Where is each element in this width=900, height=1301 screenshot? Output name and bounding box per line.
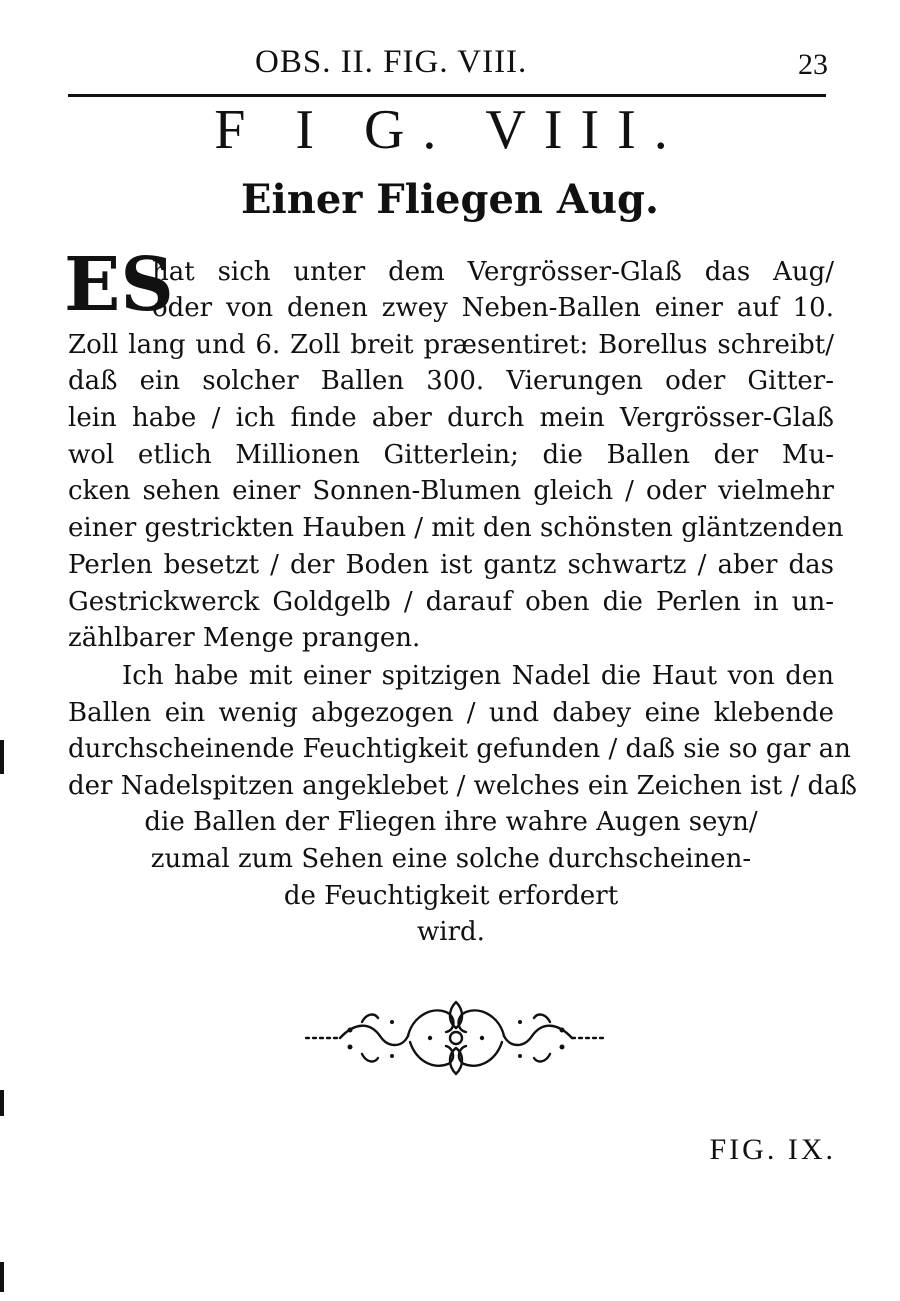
text-line: wird. bbox=[417, 917, 485, 947]
next-figure-label: FIG. IX. bbox=[709, 1133, 836, 1166]
text-line: daß ein solcher Ballen 300. Vierungen oder Gitter- bbox=[68, 366, 834, 396]
text-line: Zoll lang und 6. Zoll breit præsentiret: Borellus schreibt/ bbox=[68, 330, 834, 360]
figure-title: F I G. VIII. bbox=[214, 99, 686, 161]
text-line: Perlen besetzt / der Boden ist gantz schwartz / aber das bbox=[68, 550, 834, 580]
floral-tailpiece-icon bbox=[300, 992, 612, 1084]
text-line: durchscheinende Feuchtigkeit gefunden / daß sie so gar an bbox=[68, 734, 851, 764]
running-head: OBS. II. FIG. VIII. bbox=[255, 44, 528, 80]
page-number: 23 bbox=[798, 48, 828, 81]
text-line: hat sich unter dem Vergrösser-Glaß das Aug/ bbox=[152, 257, 834, 287]
edge-mark bbox=[0, 740, 4, 774]
edge-mark bbox=[0, 1090, 4, 1116]
text-line: die Ballen der Fliegen ihre wahre Augen seyn/ bbox=[144, 807, 758, 837]
edge-mark bbox=[0, 1262, 4, 1292]
text-line: lein habe / ich finde aber durch mein Vergrösser-Glaß bbox=[68, 403, 834, 433]
text-line: der Nadelspitzen angeklebet / welches ein Zeichen ist / daß bbox=[68, 771, 858, 801]
text-line: cken sehen einer Sonnen-Blumen gleich / oder vielmehr bbox=[68, 476, 834, 506]
text-line: einer gestrickten Hauben / mit den schönsten gläntzenden bbox=[68, 513, 844, 543]
header-rule bbox=[68, 94, 826, 97]
text-line: de Feuchtigkeit erfordert bbox=[283, 881, 619, 911]
text-line: zumal zum Sehen eine solche durchscheinen- bbox=[150, 844, 752, 874]
text-line: zählbarer Menge prangen. bbox=[68, 623, 421, 653]
text-line: oder von denen zwey Neben-Ballen einer auf 10. bbox=[152, 293, 834, 323]
text-line: Ich habe mit einer spitzigen Nadel die Haut von den bbox=[122, 661, 834, 691]
text-line: wol etlich Millionen Gitterlein; die Ballen der Mu- bbox=[68, 440, 834, 470]
text-line: Gestrickwerck Goldgelb / darauf oben die Perlen in un- bbox=[68, 587, 834, 617]
figure-subtitle: Einer Fliegen Aug. bbox=[241, 176, 659, 223]
text-line: Ballen ein wenig abgezogen / und dabey eine klebende bbox=[68, 698, 834, 728]
drop-cap: ES bbox=[64, 242, 174, 328]
